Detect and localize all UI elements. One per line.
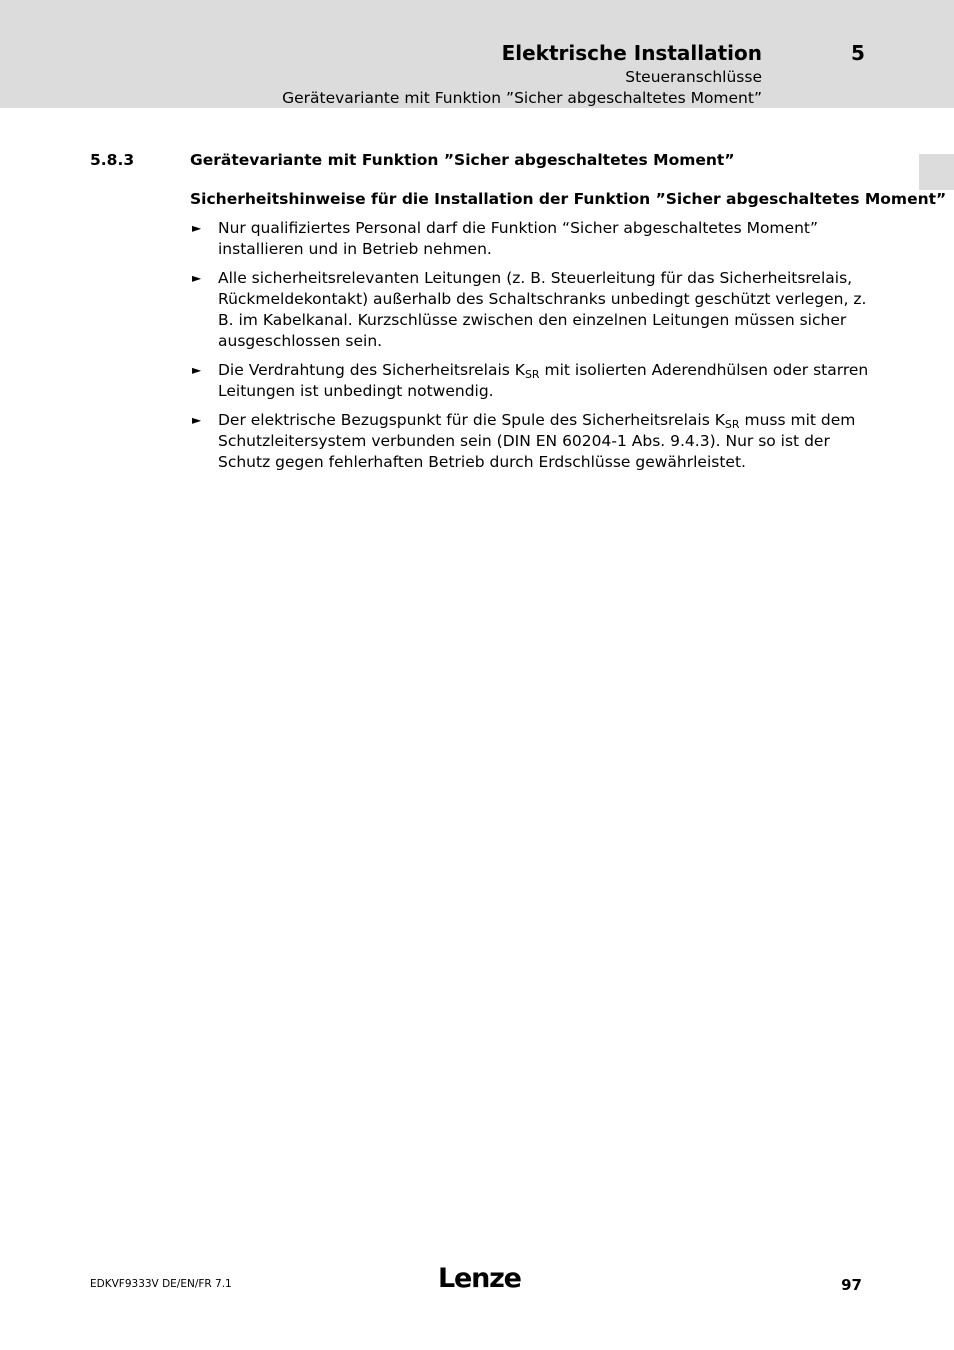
bullet-text-segment: mit isolierten Aderendhülsen oder starren Leitungen ist unbedingt notwendig. — [218, 361, 869, 400]
chapter-number: 5 — [851, 41, 865, 65]
safety-heading: Sicherheitshinweise für die Installation der Funktion ”Sicher abgeschaltetes Moment” — [190, 190, 947, 208]
subscript-text: SR — [524, 368, 540, 381]
section-title: Gerätevariante mit Funktion ”Sicher abgeschaltetes Moment” — [190, 151, 735, 169]
bullet-arrow-icon: ► — [192, 221, 202, 235]
document-id: EDKVF9333V DE/EN/FR 7.1 — [90, 1278, 232, 1290]
bullet-arrow-icon: ► — [192, 363, 202, 377]
subscript-text: SR — [724, 418, 740, 431]
section-number: 5.8.3 — [90, 151, 135, 169]
bullet-text-segment: Der elektrische Bezugspunkt für die Spule des Sicherheitsrelais K — [218, 411, 725, 429]
bullet-text-segment: muss mit dem Schutzleitersystem verbunden sein (DIN EN 60204-1 Abs. 9.4.3). Nur so ist der Schutz gegen fehlerhaften Betrieb durch Erdschlüsse gewährleistet. — [218, 411, 856, 471]
bullet-arrow-icon: ► — [192, 413, 202, 427]
header-subtitle-1: Steueranschlüsse — [625, 68, 762, 86]
bullet-text — [218, 411, 855, 471]
safety-bullet — [190, 268, 870, 352]
chapter-title: Elektrische Installation — [501, 41, 762, 65]
bullet-text — [218, 269, 866, 350]
header-subtitle-2: Gerätevariante mit Funktion ”Sicher abgeschaltetes Moment” — [282, 89, 762, 107]
bullet-text-segment: Die Verdrahtung des Sicherheitsrelais K — [218, 361, 525, 379]
lenze-logo: Lenze — [438, 1263, 521, 1294]
safety-bullet — [190, 360, 870, 402]
bullet-text — [218, 361, 868, 400]
bullet-text-segment: Alle sicherheitsrelevanten Leitungen (z. B. Steuerleitung für das Sicherheitsrelais, Rückmeldekontakt) außerhalb des Schaltschranks unbedingt geschützt verlegen, z. B. im Kabelkanal. Kurzschlüsse zwischen den einzelnen Leitungen müssen sicher ausgeschlossen sein. — [218, 269, 867, 350]
bullet-text — [218, 219, 818, 258]
chapter-side-tab — [919, 154, 954, 190]
bullet-text-segment: Nur qualifiziertes Personal darf die Funktion “Sicher abgeschaltetes Moment” installieren und in Betrieb nehmen. — [218, 219, 818, 258]
safety-bullet-list — [190, 218, 870, 481]
page-number: 97 — [841, 1276, 862, 1294]
safety-bullet — [190, 410, 870, 473]
safety-bullet — [190, 218, 870, 260]
bullet-arrow-icon: ► — [192, 271, 202, 285]
